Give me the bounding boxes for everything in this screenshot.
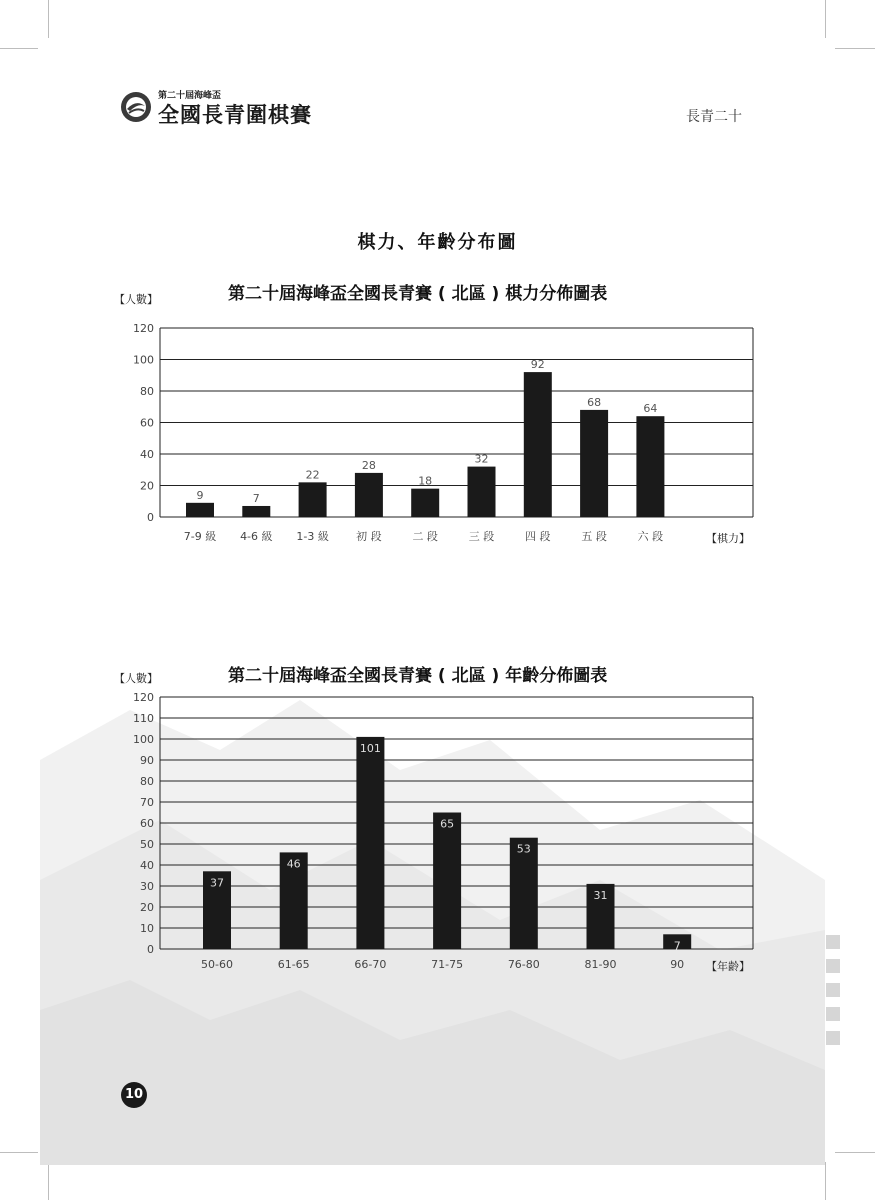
data-label: 7 bbox=[252, 491, 260, 505]
x-tick-label: 四 段 bbox=[525, 530, 551, 543]
data-label: 53 bbox=[516, 842, 531, 856]
data-label: 18 bbox=[418, 474, 433, 488]
y-tick-label: 50 bbox=[140, 838, 154, 851]
y-tick-label: 120 bbox=[133, 691, 154, 704]
chart1-x-unit: 【棋力】 bbox=[706, 532, 750, 545]
x-tick-label: 五 段 bbox=[581, 530, 607, 543]
y-tick-label: 70 bbox=[140, 796, 154, 809]
y-tick-label: 60 bbox=[140, 817, 154, 830]
x-tick-label: 50-60 bbox=[201, 958, 233, 971]
chart2-y-unit: 【人數】 bbox=[114, 672, 158, 685]
y-tick-label: 80 bbox=[140, 385, 154, 398]
chart1-title: 第二十屆海峰盃全國長青賽 ( 北區 ) 棋力分佈圖表 bbox=[228, 284, 608, 304]
chart2-title: 第二十屆海峰盃全國長青賽 ( 北區 ) 年齡分佈圖表 bbox=[228, 666, 608, 686]
data-label: 32 bbox=[474, 452, 489, 466]
y-tick-label: 110 bbox=[133, 712, 154, 725]
x-tick-label: 初 段 bbox=[356, 530, 382, 543]
page-number: 10 bbox=[121, 1082, 147, 1108]
y-tick-label: 20 bbox=[140, 901, 154, 914]
x-tick-label: 90 bbox=[670, 958, 685, 971]
data-label: 28 bbox=[361, 458, 376, 472]
x-tick-label: 4-6 級 bbox=[240, 530, 273, 543]
data-label: 31 bbox=[593, 888, 608, 902]
y-tick-label: 80 bbox=[140, 775, 154, 788]
bar bbox=[356, 737, 384, 949]
y-tick-label: 0 bbox=[147, 511, 154, 524]
x-tick-label: 81-90 bbox=[584, 958, 617, 971]
data-label: 68 bbox=[587, 395, 602, 409]
x-tick-label: 66-70 bbox=[354, 958, 387, 971]
logo-title: 全國長青圍棋賽 bbox=[158, 103, 312, 127]
data-label: 64 bbox=[643, 402, 658, 416]
y-tick-label: 0 bbox=[147, 943, 154, 956]
x-tick-label: 76-80 bbox=[507, 958, 540, 971]
data-label: 92 bbox=[530, 358, 545, 372]
x-tick-label: 二 段 bbox=[412, 530, 438, 543]
y-tick-label: 100 bbox=[133, 733, 154, 746]
data-label: 7 bbox=[673, 939, 681, 953]
bar bbox=[433, 813, 461, 950]
data-label: 9 bbox=[196, 488, 204, 502]
y-tick-label: 20 bbox=[140, 479, 154, 493]
y-tick-label: 40 bbox=[140, 859, 154, 872]
x-tick-label: 71-75 bbox=[431, 958, 464, 971]
y-tick-label: 100 bbox=[133, 353, 154, 367]
x-tick-label: 六 段 bbox=[637, 530, 664, 543]
x-tick-label: 三 段 bbox=[468, 530, 495, 543]
logo-subtitle: 第二十屆海峰盃 bbox=[158, 91, 222, 101]
x-tick-label: 7-9 級 bbox=[183, 530, 217, 543]
x-tick-label: 1-3 級 bbox=[296, 530, 329, 543]
y-tick-label: 60 bbox=[140, 416, 154, 430]
y-tick-label: 30 bbox=[140, 880, 154, 893]
running-header: 長青二十 bbox=[686, 109, 742, 125]
x-tick-label: 61-65 bbox=[277, 958, 310, 971]
chart2-x-unit: 【年齡】 bbox=[706, 960, 750, 973]
page-heading: 棋力、年齡分布圖 bbox=[357, 232, 518, 253]
data-label: 101 bbox=[359, 741, 381, 755]
data-label: 37 bbox=[210, 876, 224, 890]
y-tick-label: 10 bbox=[140, 922, 154, 935]
y-tick-label: 120 bbox=[133, 322, 154, 335]
data-label: 46 bbox=[286, 857, 301, 871]
data-label: 22 bbox=[305, 468, 320, 482]
y-tick-label: 90 bbox=[140, 754, 154, 767]
y-tick-label: 40 bbox=[140, 448, 154, 461]
data-label: 65 bbox=[440, 817, 455, 831]
chart1-y-unit: 【人數】 bbox=[114, 293, 158, 306]
